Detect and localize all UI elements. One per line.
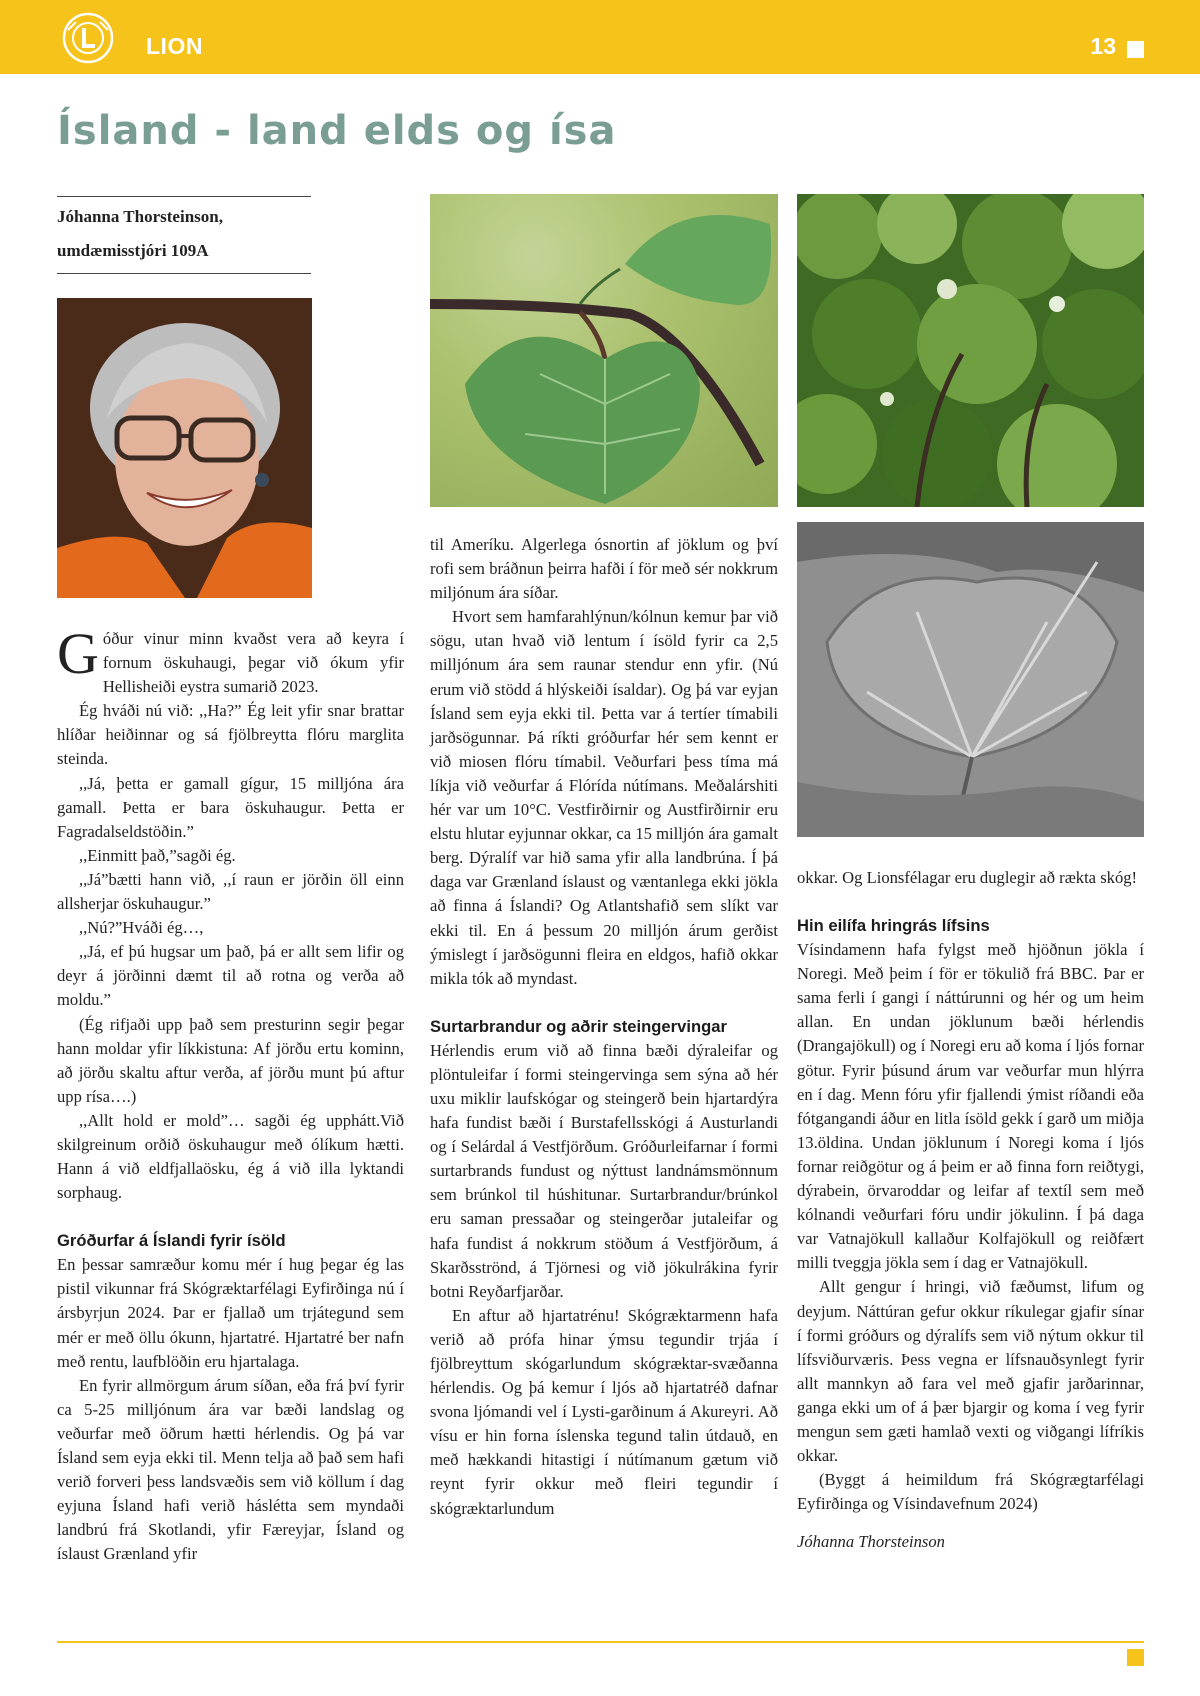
fossil-leaf-photo (797, 522, 1144, 837)
paragraph: til Ameríku. Algerlega ósnortin af jöklum og því rofi sem bráðnun þeirra hafði í för með sér nokkrum miljónum ára síðar. (430, 535, 778, 603)
lions-logo-icon (62, 12, 114, 64)
katsura-leaf-photo (430, 194, 778, 507)
footer-marker (1127, 1649, 1144, 1666)
page-number: 13 (1090, 33, 1116, 59)
author-name: Jóhanna Thorsteinson, (57, 207, 223, 226)
section-heading: Gróðurfar á Íslandi fyrir ísöld (57, 1231, 286, 1251)
paragraph: ,,Nú?”Hváði ég…, (79, 918, 204, 938)
paragraph: (Ég rifjaði upp það sem presturinn segir þegar hann moldar yfir líkkistuna: Af jörðu ertu kominn, að jörðu skaltu aftur verða, af jörðu munt þú aftur upp rísa….) (57, 1014, 404, 1106)
footer-rule (57, 1641, 1144, 1643)
article-column-1 (57, 621, 404, 1566)
byline (57, 196, 311, 274)
header-bar (0, 0, 1200, 74)
paragraph: ,,Já, ef þú hugsar um það, þá er allt sem lifir og deyr á jörðinni dæmt til að rotna og verða að moldu.” (57, 942, 404, 1010)
paragraph: Hérlendis erum við að finna bæði dýraleifar og plöntuleifar í formi steingervinga sem sýna að hér uxu miklir laufskógar og steingerð bein hjartardýra hafa fundist bæði í Burstafellsskógi á Austurlandi og í Selárdal á Vestfjörðum. Gróðurleifarnar í formi surtarbrands fundust og nýttust landnámsmönnum sem brúnkol til húshitunar. Surtarbrandur/brúnkol eru saman pressaðar og steingerðar jutaleifar og hafa fundist á nokkrum stöðum á Vestfjörðum, á Skarðsströnd, á Tjörnesi og við jökulrákina fyrir botni Reyðarfjarðar. (430, 1040, 778, 1301)
paragraph: Allt gengur í hringi, við fæðumst, lifum og deyjum. Náttúran gefur okkur ríkulegar gjafir sínar í formi gróðurs og dýralífs sem við nýtum okkur til lífsviðurværis. Þess vegna er lífsnauðsynlegt fyrir allt mannkyn að fara vel með gjafir jarðarinnar, ganga ekki um of á þær bjargir og koma í veg fyrir mengun sem gæti hamlað vexti og viðgangi lífríkis okkar. (797, 1277, 1144, 1466)
spacer (430, 991, 778, 1015)
article-column-2 (430, 533, 778, 1521)
section-heading: Hin eilífa hringrás lífsins (797, 916, 990, 936)
tree-canopy-photo (797, 194, 1144, 507)
paragraph: En aftur að hjartatrénu! Skógræktarmenn hafa verið að prófa hinar ýmsu tegundir trjáa í fjölbreyttum skógarlundum skógræktar-svæðanna hérlendis. Og þá kemur í ljós að hjartatréð dafnar svona ljómandi vel í Lysti-garðinum á Akureyri. Að vísu er hin forna íslenska tegund talin útdauð, en með hækkandi hitastigi í nútímanum gætum við reynt fyrir okkur með fleiri tegundir í skógræktarlundum (430, 1305, 778, 1518)
magazine-name: LION (146, 33, 203, 59)
author-role: umdæmisstjóri 109A (57, 241, 209, 260)
paragraph: Ég hváði nú við: ,,Ha?” Ég leit yfir snar brattar hlíðar heiðinnar og sá fjölbreytta flóru marglita steinda. (57, 701, 404, 769)
spacer (797, 1516, 1144, 1530)
paragraph: ,,Já”bætti hann við, ,,í raun er jörðin öll einn allsherjar öskuhaugur.” (57, 869, 404, 914)
page-marker (1127, 41, 1144, 58)
article-title: Ísland - land elds og ísa (57, 108, 617, 154)
paragraph (57, 621, 404, 699)
signature: Jóhanna Thorsteinson (797, 1532, 945, 1552)
drop-cap: G (57, 621, 99, 686)
paragraph: ,,Já, þetta er gamall gígur, 15 milljóna ára gamall. Þetta er bara öskuhaugur. Þetta er Fagradalseldstöðin.” (57, 773, 404, 841)
article-column-3 (797, 866, 1144, 1554)
section-heading: Surtarbrandur og aðrir steingervingar (430, 1016, 727, 1036)
paragraph: En fyrir allmörgum árum síðan, eða frá því fyrir ca 5-25 milljónum ára var bæði landslag og veðurfar með öðrum hætti hérlendis. Og þá var Ísland sem eyja ekki til. Menn telja að það sem hafi verið forveri þess landsvæðis sem við köllum í dag eyjuna Ísland hafi verið háslétta sem myndaði landbrú frá Skotlandi, yfir Færeyjar, Ísland og íslaust Grænland yfir (57, 1375, 404, 1564)
paragraph-text: óður vinur minn kvaðst vera að keyra í fornum öskuhaugi, þegar við ókum yfir Hellisheiði eystra sumarið 2023. (102, 629, 404, 697)
spacer (797, 890, 1144, 914)
paragraph: En þessar samræður komu mér í hug þegar ég las pistil vikunnar frá Skógræktarfélagi Eyfirðinga nú í ársbyrjun 2024. Þar er fjallað um trjátegund sem mér er með öllu ókunn, hjartatré. Hjartatré ber nafn með rentu, laufblöðin eru hjartalaga. (57, 1255, 404, 1371)
author-portrait (57, 298, 312, 598)
paragraph: Hvort sem hamfarahlýnun/kólnun kemur þar við sögu, utan hvað við lentum í ísöld fyrir ca 2,5 milljónum ára sem raunar stendur enn yfir. (Nú erum við stödd á hlýskeiði ísaldar). Og þá var eyjan Ísland sem eyja ekki til. Þetta var á tertíer tímabili jarðsögunnar. Þá ríkti gróðurfar hér sem kennt er við miosen flóru tímabil. Veðurfari þess tíma má líkja við veðurfar á Flórída nútímans. Meðalárshiti hér var um 10°C. Vestfirðirnir og Austfirðirnir eru elstu hlutar eyjunnar okkar, ca 15 milljón ára gamalt berg. Dýralíf var hið sama yfir alla landbrúna. Í þá daga var Grænland íslaust og væntanlega ekki jökla að finna á Íslandi? Og Atlantshafið sem slíkt var ekki til. En á þessum 20 milljón árum gerðist ýmislegt í jarðsögunni fleira en eldgos, hafið okkar mikla tók að myndast. (430, 607, 778, 988)
paragraph: okkar. Og Lionsfélagar eru duglegir að rækta skóg! (797, 868, 1138, 887)
paragraph: ,,Allt hold er mold”… sagði ég upphátt.Við skilgreinum orðið öskuhaugur með ólíkum hætti. Hann á við eldfjallaösku, ég á við illa lyktandi sorphaug. (57, 1110, 404, 1203)
paragraph: (Byggt á heimildum frá Skógrægtarfélagi Eyfirðinga og Vísindavefnum 2024) (797, 1470, 1144, 1514)
spacer (57, 1205, 404, 1229)
paragraph: ,,Einmitt það,”sagði ég. (79, 845, 236, 865)
paragraph: Vísindamenn hafa fylgst með hjöðnun jökla í Noregi. Með þeim í för er tökulið frá BBC. Þar er sama ferli í gangi í náttúrunni og hér og um heim allan. En undan jöklunum bæði hérlendis (Drangajökull) og í Noregi eru að koma í ljós fornar götur. Fyrir þúsund árum var veðurfar mun hlýrra en í dag. Menn fóru yfir fjallendi ýmist ríðandi eða fótgangandi áður en litla ísöld gekk í garð um miðja 13.öldina. Undan jöklunum í Noregi koma í ljós fornar reiðgötur og á þeim er að finna forn reiðtygi, dýrabein, örvaroddar og leifar af textíl sem með kólnandi veðurfari fóru undir jökulinn. Í þá daga var Vatnajökull kallaður Kolfajökull og reiðfært milli tveggja jökla sem í dag er Vatnajökull. (797, 940, 1144, 1273)
